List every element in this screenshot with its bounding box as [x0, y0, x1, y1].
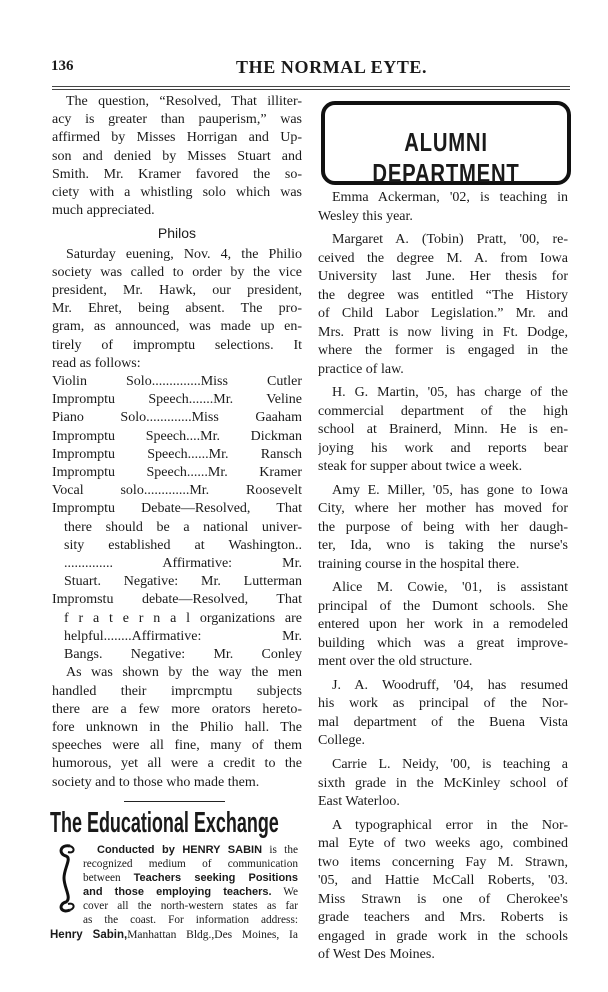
ad-bold-text: Conducted by HENRY SABIN — [97, 844, 263, 856]
alumni-note — [318, 579, 568, 672]
text-line: ter, Ida, wno is taking the nurse's — [318, 538, 568, 554]
paragraph — [52, 246, 302, 373]
text-line: steak for supper about twice a week. — [318, 459, 523, 475]
text-line: Alice M. Cowie, '01, is assistant — [332, 580, 568, 596]
text-line: of Child Labor Legislation.” Mr. and — [318, 306, 568, 322]
text-line: handled their imprcmptu subjects — [52, 683, 302, 699]
alumni-note — [318, 384, 568, 477]
text-line: society and to those who made them. — [52, 774, 260, 790]
alumni-note — [318, 231, 568, 379]
text-line: gram, as announced, was made up en- — [52, 319, 302, 335]
alumni-heading: ALUMNI DEPARTMENT — [372, 127, 520, 188]
text-line: practice of law. — [318, 361, 404, 377]
program-item — [52, 409, 302, 427]
text-line: H. G. Martin, '05, has charge of the — [332, 385, 568, 401]
ad-line — [83, 885, 298, 899]
text-line: son and denied by Misses Stuart and — [52, 148, 302, 164]
alumni-note — [318, 817, 568, 965]
text-line: training course in the hospital there. — [318, 556, 520, 572]
text-line: University last June. Her thesis for — [318, 269, 568, 285]
section-divider — [124, 801, 225, 802]
text-line: Bangs. Negative: Mr. Conley — [64, 647, 302, 663]
text-line: ceived the degree M. A. from Iowa — [318, 250, 568, 266]
text-line: helpful........Affirmative: Mr. — [64, 628, 302, 644]
ad-bold-text: and those employing teachers. — [83, 886, 272, 898]
ad-bold-text: Teachers seeking Positions — [133, 872, 298, 884]
text-line: humorous, yet all were a credit to the — [52, 756, 302, 772]
text-line: Wesley this year. — [318, 208, 413, 224]
ad-line — [83, 843, 298, 857]
text-line: Miss Strawn is one of Cherokee's — [318, 891, 568, 907]
program-item — [52, 391, 302, 409]
text-line: J. A. Woodruff, '04, has resumed — [332, 677, 568, 693]
program-item — [52, 446, 302, 464]
text-line: Impromptu Speech....Mr. Dickman — [52, 428, 302, 444]
alumni-note — [318, 482, 568, 575]
ad-text: We — [271, 886, 298, 898]
text-line: mal Eyte of two weeks ago, combined — [318, 836, 568, 852]
text-line: commercial department of the high — [318, 403, 568, 419]
text-line: there should be a national univer- — [64, 519, 302, 535]
text-line: Mrs. Pratt is now living in Ft. Dodge, — [318, 324, 568, 340]
header-rule — [52, 86, 570, 90]
text-line: Margaret A. (Tobin) Pratt, '00, re- — [332, 232, 568, 248]
alumni-note — [318, 677, 568, 751]
text-line: Emma Ackerman, '02, is teaching in — [332, 190, 568, 205]
ad-text: is the — [262, 844, 298, 856]
text-line: where the former is engaged in the — [318, 343, 568, 359]
text-line: joying his work and reports bear — [318, 440, 568, 456]
paragraph — [52, 93, 302, 220]
text-line: his work as principal of the Nor- — [318, 696, 568, 712]
program-item — [52, 482, 302, 500]
text-line: Saturday euening, Nov. 4, the Philio — [66, 246, 302, 262]
advertisement-body — [83, 843, 298, 927]
text-line: Impromstu debate—Resolved, That — [52, 592, 302, 608]
text-line: f r a t e r n a l organizations are — [64, 610, 302, 626]
text-line: of West Des Moines. — [318, 947, 435, 963]
page-number: 136 — [51, 58, 74, 74]
text-line: engaged in grade work in the schools — [318, 928, 568, 944]
text-line: speeches were all fine, many of them — [52, 738, 302, 754]
program-item — [52, 464, 302, 482]
text-line: Piano Solo.............Miss Gaaham — [52, 410, 302, 426]
text-line: College. — [318, 733, 366, 749]
text-line: affirmed by Misses Horrigan and Up- — [52, 130, 302, 146]
publication-title: THE NORMAL EYTE. — [236, 57, 428, 77]
text-line: school at Brainerd, Minn. He is en- — [318, 422, 568, 438]
text-line: ment over the old structure. — [318, 654, 473, 670]
text-line: acy is greater than pauperism,” was — [52, 112, 302, 128]
text-line: fore unknown in the Philio hall. The — [52, 719, 302, 735]
text-line: principal of the Dumont schools. She — [318, 598, 568, 614]
ad-text: cover all the north-western states as far — [83, 900, 298, 912]
text-line: two items concerning Fay M. Strawn, — [318, 854, 568, 870]
text-line: the purpose of being with her daugh- — [318, 519, 568, 535]
ad-line — [83, 857, 298, 871]
left-column — [52, 93, 302, 792]
advertisement-address — [50, 929, 298, 941]
program-item — [52, 428, 302, 446]
text-line: '05, and Hattie McCall Roberts, '03. — [318, 873, 568, 889]
text-line: mal department of the Buena Vista — [318, 714, 568, 730]
ad-line — [83, 899, 298, 913]
ad-line — [83, 913, 298, 927]
section-heading: Philos — [157, 225, 197, 242]
text-line: Impromptu Speech......Mr. Ransch — [52, 446, 302, 462]
text-line: building which was a great improve- — [318, 635, 568, 651]
right-column — [318, 189, 568, 970]
program-item — [52, 500, 302, 591]
text-line: Impromptu Speech......Mr. Kramer — [52, 465, 302, 481]
program-item — [52, 373, 302, 391]
text-line: entered upon her work in a remodeled — [318, 617, 568, 633]
ad-text: between — [83, 872, 134, 884]
text-line: Amy E. Miller, '05, has gone to Iowa — [332, 482, 568, 498]
text-line: the degree was entitled “The History — [318, 287, 568, 303]
text-line: Vocal solo.............Mr. Roosevelt — [52, 483, 302, 499]
text-line: read as follows: — [52, 355, 141, 371]
text-line: Impromptu Debate—Resolved, That — [52, 501, 302, 517]
text-line: Smith. Mr. Kramer favored the so- — [52, 166, 302, 182]
text-line: president, Mr. Hawk, our president, — [52, 283, 302, 299]
text-line: City, where her mother has moved for — [318, 501, 568, 517]
text-line: much appreciated. — [52, 203, 155, 219]
text-line: .............. Affirmative: Mr. — [64, 556, 302, 572]
alumni-note — [318, 189, 568, 226]
text-line: tirely of impromptu selections. It — [52, 337, 302, 353]
ad-line — [83, 871, 298, 885]
text-line: Impromptu Speech.......Mr. Veline — [52, 392, 302, 408]
text-line: Carrie L. Neidy, '00, is teaching a — [332, 757, 568, 773]
text-line: ciety with a whistling solo which was — [52, 185, 302, 201]
ad-text: recognized medium of communication — [83, 858, 298, 870]
text-line: Violin Solo..............Miss Cutler — [52, 374, 302, 390]
ad-text: Manhattan Bldg.,Des Moines, Ia — [127, 929, 298, 941]
ad-bold-text: Henry Sabin, — [50, 929, 128, 941]
text-line: grade teachers and Mrs. Roberts is — [318, 910, 568, 926]
text-line: The question, “Resolved, That illiter- — [66, 94, 302, 109]
text-line: sixth grade in the McKinley school of — [318, 775, 568, 791]
text-line: Stuart. Negative: Mr. Lutterman — [64, 574, 302, 590]
text-line: sity established at Washington.. — [64, 537, 302, 553]
alumni-department-banner — [321, 101, 571, 188]
ad-text: as the coast. For information address: — [83, 914, 298, 926]
scroll-ornament-icon — [56, 842, 78, 914]
alumni-note — [318, 756, 568, 812]
text-line: East Waterloo. — [318, 794, 400, 810]
text-line: Mr. Ehret, being absent. The pro- — [52, 301, 302, 317]
text-line: society was called to order by the vice — [52, 264, 302, 280]
text-line: there are a few more orators hereto- — [52, 701, 302, 717]
advertisement-title: The Educational Exchange — [50, 807, 279, 839]
text-line: A typographical error in the Nor- — [332, 817, 568, 833]
paragraph — [52, 664, 302, 791]
text-line: As was shown by the way the men — [66, 665, 302, 681]
program-item — [52, 591, 302, 664]
